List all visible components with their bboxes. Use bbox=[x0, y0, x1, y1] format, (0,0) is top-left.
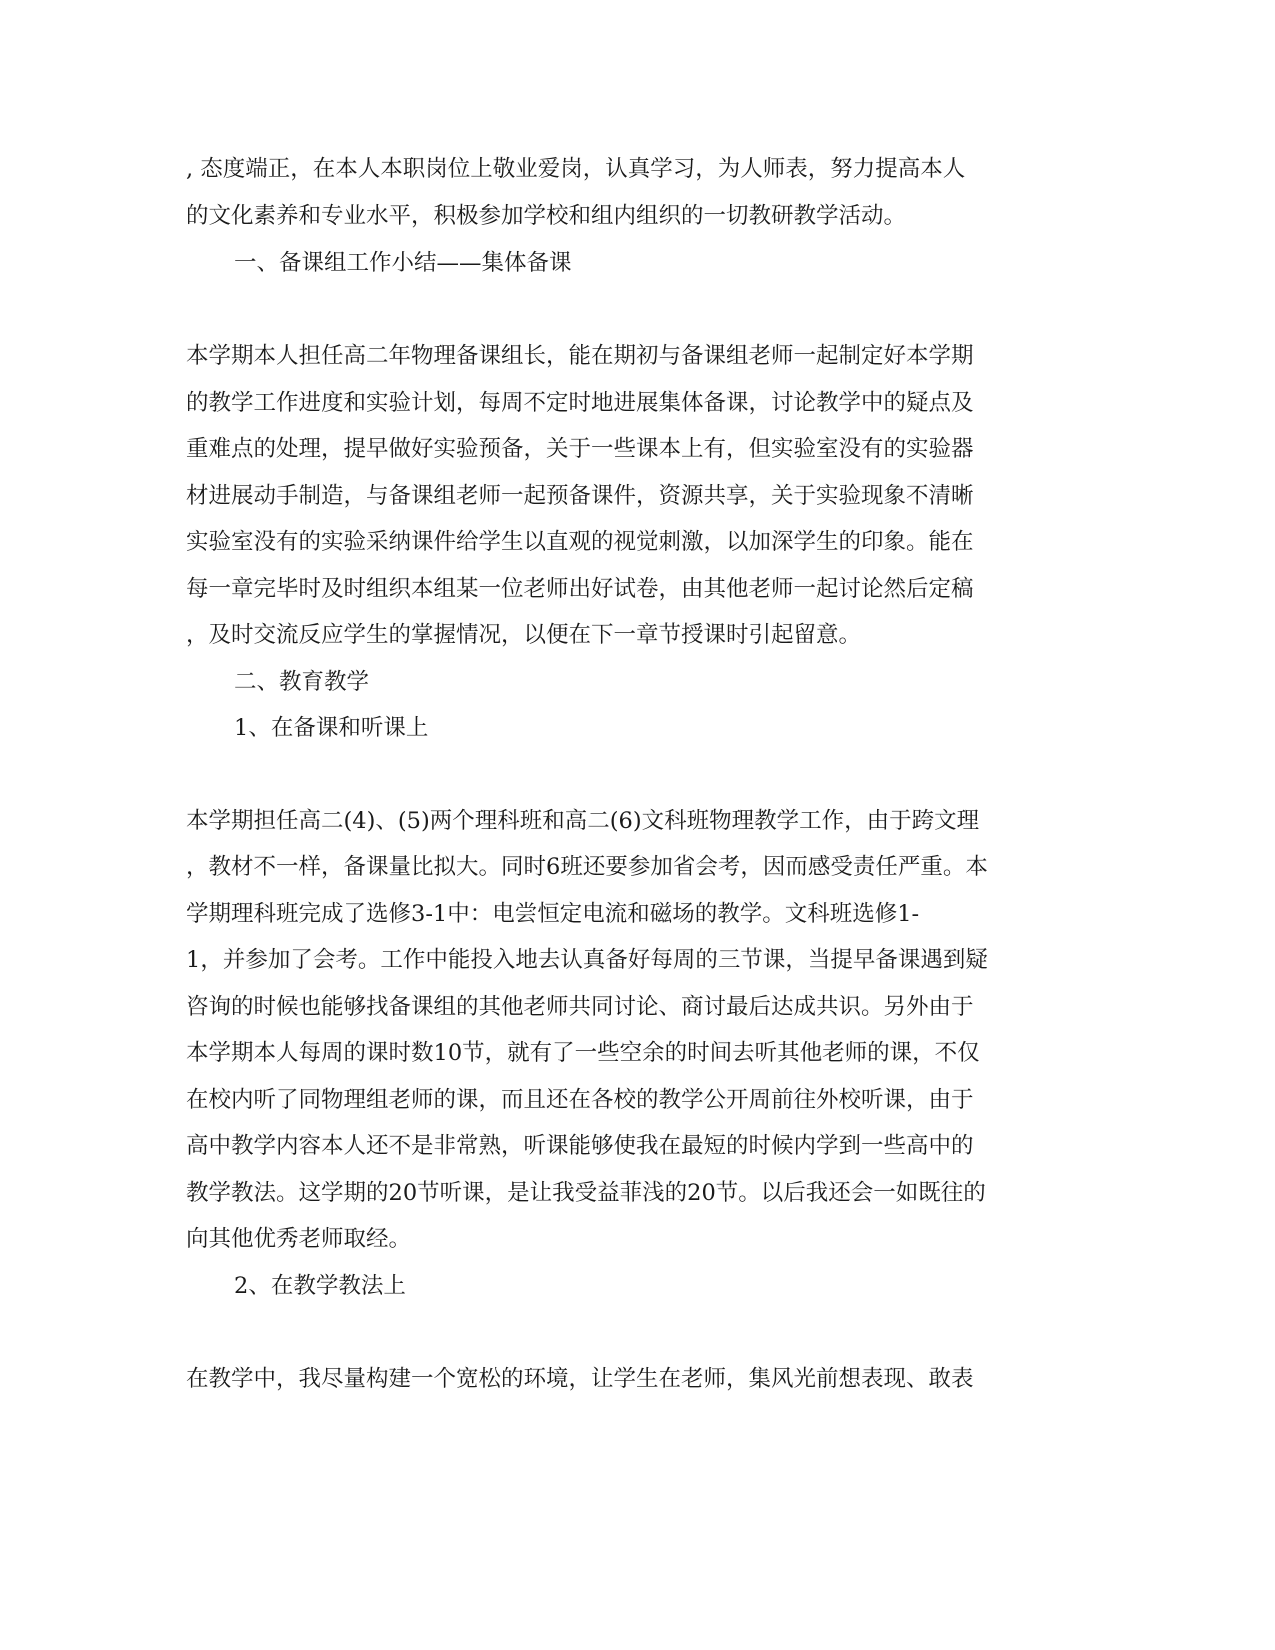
subsection-heading: 1、在备课和听课上 bbox=[234, 715, 429, 741]
text-line: 在校内听了同物理组老师的课，而且还在各校的教学公开周前往外校听课，由于 bbox=[186, 1087, 974, 1113]
text-line: 实验室没有的实验采纳课件给学生以直观的视觉刺激，以加深学生的印象。能在 bbox=[186, 529, 974, 555]
text-line: 本学期担任高二(4)、(5)两个理科班和高二(6)文科班物理教学工作，由于跨文理 bbox=[186, 808, 980, 834]
text-line: 每一章完毕时及时组织本组某一位老师出好试卷，由其他老师一起讨论然后定稿 bbox=[186, 576, 974, 602]
text-line: 的文化素养和专业水平，积极参加学校和组内组织的一切教研教学活动。 bbox=[186, 203, 907, 229]
text-line: 向其他优秀老师取经。 bbox=[186, 1226, 412, 1252]
text-line: 教学教法。这学期的20节听课，是让我受益菲浅的20节。以后我还会一如既往的 bbox=[186, 1180, 986, 1206]
text-line: ，教材不一样，备课量比拟大。同时6班还要参加省会考，因而感受责任严重。本 bbox=[186, 854, 988, 880]
text-line: , 态度端正，在本人本职岗位上敬业爱岗，认真学习，为人师表，努力提高本人 bbox=[186, 156, 966, 182]
text-line: 在教学中，我尽量构建一个宽松的环境，让学生在老师，集风光前想表现、敢表 bbox=[186, 1366, 974, 1392]
subsection-heading: 2、在教学教法上 bbox=[234, 1273, 406, 1299]
text-line: 本学期本人担任高二年物理备课组长，能在期初与备课组老师一起制定好本学期 bbox=[186, 343, 974, 369]
text-line: 高中教学内容本人还不是非常熟，听课能够使我在最短的时候内学到一些高中的 bbox=[186, 1133, 974, 1159]
text-line: 本学期本人每周的课时数10节，就有了一些空余的时间去听其他老师的课，不仅 bbox=[186, 1040, 980, 1066]
text-line: ，及时交流反应学生的掌握情况，以便在下一章节授课时引起留意。 bbox=[186, 622, 862, 648]
text-line: 咨询的时候也能够找备课组的其他老师共同讨论、商讨最后达成共识。另外由于 bbox=[186, 994, 974, 1020]
text-line: 的教学工作进度和实验计划，每周不定时地进展集体备课，讨论教学中的疑点及 bbox=[186, 390, 974, 416]
text-line: 1，并参加了会考。工作中能投入地去认真备好每周的三节课，当提早备课遇到疑 bbox=[186, 947, 988, 973]
section-heading: 二、教育教学 bbox=[234, 669, 370, 695]
text-line: 学期理科班完成了选修3-1中：电尝恒定电流和磁场的教学。文科班选修1- bbox=[186, 901, 920, 927]
text-line: 材进展动手制造，与备课组老师一起预备课件，资源共享，关于实验现象不清晰 bbox=[186, 483, 974, 509]
text-line: 重难点的处理，提早做好实验预备，关于一些课本上有，但实验室没有的实验器 bbox=[186, 436, 974, 462]
section-heading: 一、备课组工作小结——集体备课 bbox=[234, 250, 572, 276]
